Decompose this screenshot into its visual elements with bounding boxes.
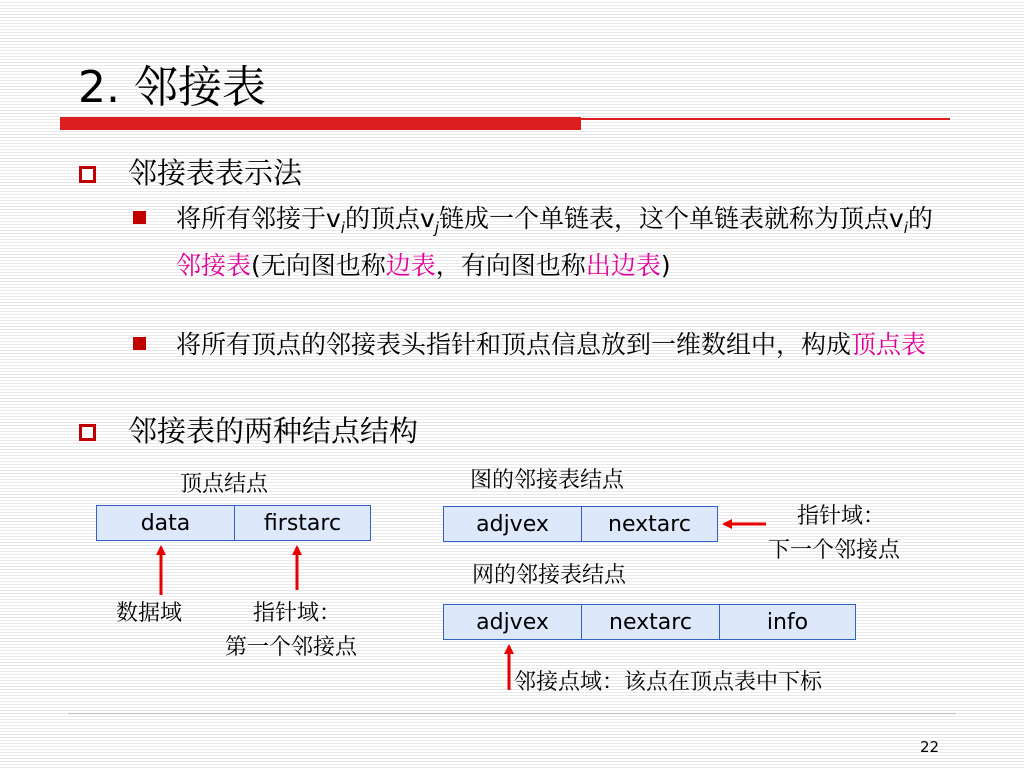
text-segment: ，有向图也称 [435,251,586,280]
page-number: 22 [920,738,940,756]
field-nextarc: nextarc [581,507,717,541]
caption-vertex-node: 顶点结点 [180,472,269,497]
label-pointer-field: 指针域： [253,601,342,626]
field-adjvex: adjvex [476,511,549,537]
bullet-representation: 邻接表表示法 [128,156,303,190]
label-next-adjacent: 下一个邻接点 [768,538,901,563]
subscript: i [340,219,345,237]
caption-graph-arc-node: 图的邻接表结点 [470,468,625,493]
label-adjvex-field: 邻接点域：该点在顶点表中下标 [514,670,823,695]
subscript: j [434,219,439,237]
text-segment: 的 [907,204,933,233]
text-segment: 将所有顶点的邻接表头指针和顶点信息放到一维数组中，构成 [176,330,852,359]
field-data: data [140,510,191,536]
text-segment: (无向图也称 [251,251,386,280]
label-first-adjacent: 第一个邻接点 [225,635,358,660]
field-info: info [719,605,855,639]
label-data-field: 数据域 [116,601,183,626]
label-pointer-field: 指针域： [797,504,886,529]
bullet-node-structures: 邻接表的两种结点结构 [128,414,419,448]
text-segment: 的顶点v [344,204,435,233]
text-segment: ) [660,251,671,280]
highlight-out-edge-list: 出边表 [585,251,661,280]
highlight-adjacency-list: 邻接表 [176,251,252,280]
caption-network-arc-node: 网的邻接表结点 [472,563,627,588]
field-adjvex: adjvex [476,609,549,635]
field-firstarc: firstarc [234,506,370,540]
highlight-edge-list: 边表 [385,251,436,280]
text-segment: 将所有邻接于v [176,204,341,233]
text-segment: 链成一个单链表，这个单链表就称为顶点v [438,204,904,233]
field-nextarc: nextarc [581,605,719,639]
footer-divider [68,713,956,714]
subscript: i [903,219,908,237]
highlight-vertex-table: 顶点表 [851,330,927,359]
slide-title: 2. 邻接表 [78,62,266,113]
